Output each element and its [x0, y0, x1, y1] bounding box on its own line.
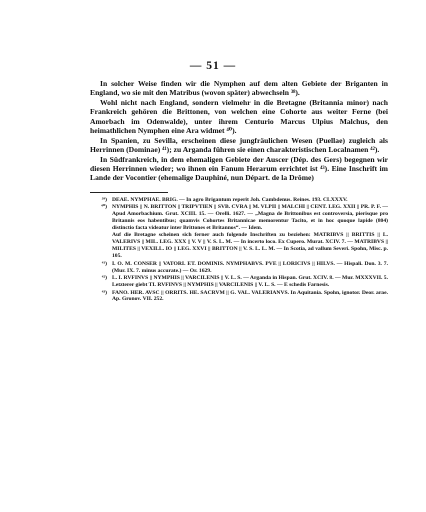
footnote [90, 232, 388, 260]
footnote-mark: ⁴⁰) [101, 204, 107, 211]
paragraph: In Spanien, zu Sevilla, erscheinen diese jungfräulichen Wesen (Puellae) zugleich als Herrinnen (Dominae) ⁴¹); zu Arganda führen sie einen charakteristischen Localnamen ⁴²). [90, 135, 388, 155]
footnote [90, 290, 388, 304]
footnotes [90, 197, 388, 304]
paragraph: In Südfrankreich, in dem ehemaligen Gebiete der Auscer (Dép. des Gers) begegnen wir diesen Herrinnen wieder; wo ihnen ein Fanum Herarum errichtet ist ⁴³). Eine Inschrift im Lande der Vocontier (ehemalige Dauphiné, nun Départ. de la Drôme) [90, 154, 388, 183]
footnote-text: DEAE. NYMPHAE. BRIG. — In agro Brigantum reperit Joh. Cambdenus. Reines. 193. CLXXXV. [112, 196, 348, 203]
footnote-text: Auf die Bretagne scheinen sich ferner auch folgende Inschriften zu beziehen: MATRIBVS || BRITTIS || L. VALERIVS || MIL. LEG. XXX || V. V || V. S. L. M. — In incerto loco. Ex Cupero. Murat. XCIV. 7. — MATRIBVS || MILITES || VEXILL. IO || LEG. XXVI || BRITTON || V. S. L. L. M. — In Scotia, ad vallum Severi. Spohn, Misc. p. 105. [112, 232, 388, 260]
footnote-text: I. O. M. CONSER || VATORI. ET. DOMINIS. NYMPHABVS. PVE || LORICIVS || HILVS. — Hispali. Don. 3. 7. (Mur. IX. 7. minus accurate.) — Or. 1629. [112, 260, 388, 274]
footnote-text: L. I. RVFINVS || NYMPHIS || VARCILENIS || V. L. S. — Arganda in Hispan. Grut. XCIV. 8. — Mur. MXXXVII. 5. Letzterer giebt TI. RVFINVS || NYMPHIS || VARCILENIS || V. L. S. — E schedis Farnesis. [112, 275, 388, 289]
footnote-mark: ⁴¹) [101, 260, 107, 267]
footnote [90, 197, 388, 204]
paragraph: Wohl nicht nach England, sondern vielmehr in die Bretagne (Britannia minor) nach Frankreich gehören die Brittonen, von welchen eine Cohorte aus weiter Ferne (bei Amorbach im Odenwalde), unter ihrem Centurio Marcus Ulpius Malchus, den heimathlichen Nymphen eine Ara widmet ⁴⁰). [90, 98, 388, 135]
footnote-mark: ⁴³) [101, 289, 107, 296]
footnote-mark: ³⁹) [101, 196, 107, 203]
footnote [90, 261, 388, 275]
footnote-text: NYMPHIS || N. BRITTON || TRIPVTIEN || SVB. CVRA || M. VLPII || MALCHI || CENT. LEG. XXII || PR. P. F. — Apud Amorbachium. Grut. XCIII. 15. — Orelli. 1627. — „Magna de Brittonibus est controversia, pierisque pro Britannis eos habentibus; quamvis Cohortes Britannicae memorentur Tacito, et in hoc quoque lapide (804) distinctio facta videatur inter Brittones et Britannos“. — Idem. [112, 204, 388, 231]
footnote [90, 204, 388, 232]
footnote [90, 275, 388, 289]
footnote-text: FANO. HER. AVSC || ORRITS. HE. SACRVM || G. VAL. VALERIANVS. In Aquitania. Spohn, ignotor. Deor. arae. Ap. Gronov. VII. 252. [112, 289, 388, 303]
footnote-divider [90, 192, 168, 193]
page-body [90, 79, 388, 304]
page-number: — 51 — [189, 60, 237, 72]
paragraph: In solcher Weise finden wir die Nymphen auf dem alten Gebiete der Briganten in England, wo sie mit den Matribus (wovon später) abwechseln ³⁸). [90, 79, 388, 98]
footnote-mark: ⁴²) [101, 275, 107, 282]
footnote-mark [90, 232, 112, 260]
